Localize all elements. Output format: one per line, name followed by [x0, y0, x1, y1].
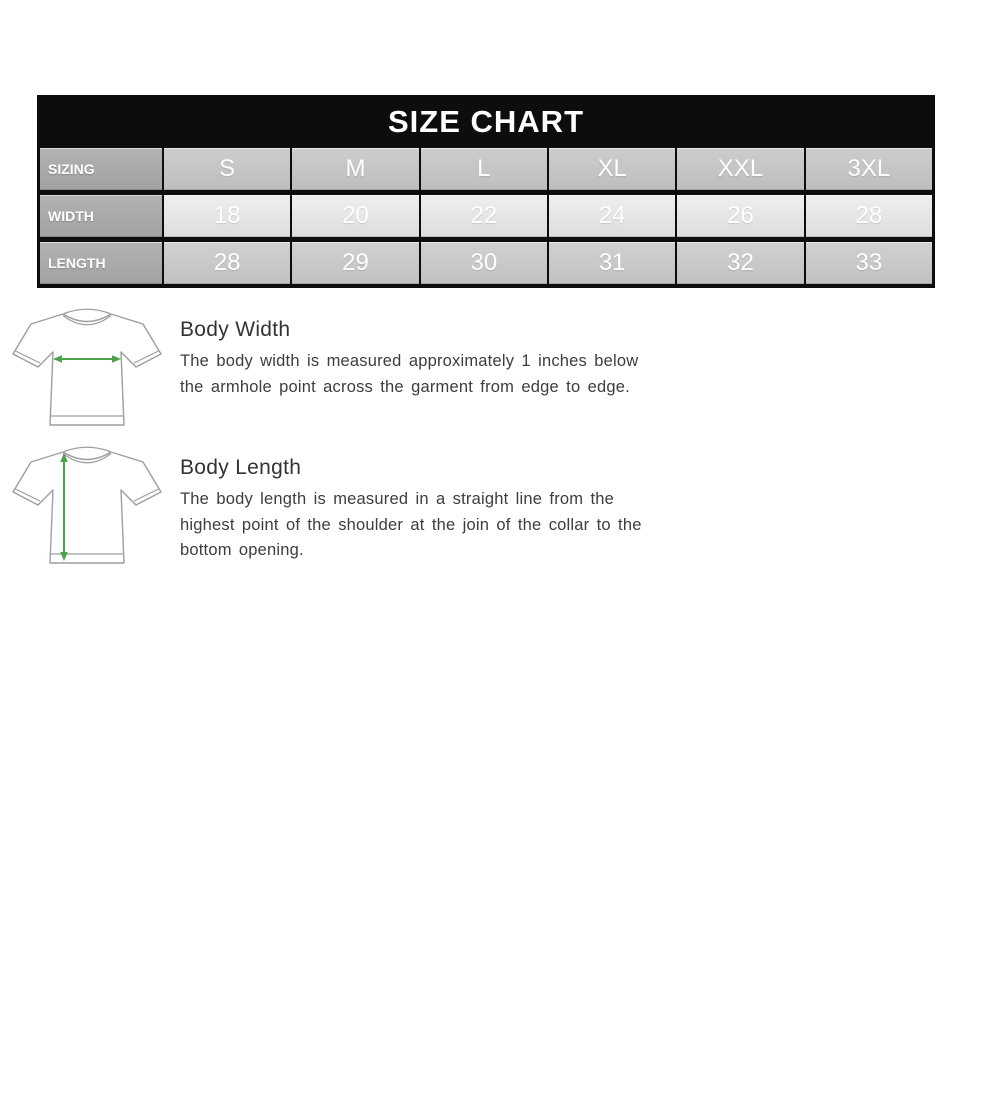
tshirt-body-length-icon — [6, 440, 168, 572]
sizing-cell-m: M — [292, 148, 418, 190]
body-width-text — [180, 318, 642, 400]
body-width-description: The body width is measured approximately 1 inches below the armhole point across the garment from edge to edge. — [180, 352, 639, 396]
length-cell-s: 28 — [164, 242, 290, 284]
body-width-heading: Body Width — [180, 318, 291, 341]
length-cell-m: 29 — [292, 242, 418, 284]
body-width-section — [6, 302, 1000, 434]
length-cell-xl: 31 — [549, 242, 675, 284]
length-cell-l: 30 — [421, 242, 547, 284]
width-cell-xl: 24 — [549, 195, 675, 237]
sizing-cell-xxl: XXL — [677, 148, 803, 190]
row-label-sizing: SIZING — [40, 148, 162, 190]
measurement-guide — [6, 302, 1000, 572]
size-chart-grid — [40, 148, 932, 284]
width-cell-3xl: 28 — [806, 195, 932, 237]
length-cell-xxl: 32 — [677, 242, 803, 284]
width-cell-s: 18 — [164, 195, 290, 237]
width-cell-l: 22 — [421, 195, 547, 237]
sizing-cell-s: S — [164, 148, 290, 190]
size-chart-title: SIZE CHART — [388, 104, 584, 139]
sizing-cell-3xl: 3XL — [806, 148, 932, 190]
width-cell-xxl: 26 — [677, 195, 803, 237]
row-label-width: WIDTH — [40, 195, 162, 237]
body-length-section — [6, 440, 1000, 572]
row-label-length: LENGTH — [40, 242, 162, 284]
body-length-text — [180, 456, 642, 564]
body-length-heading: Body Length — [180, 456, 302, 479]
sizing-cell-l: L — [421, 148, 547, 190]
width-cell-m: 20 — [292, 195, 418, 237]
size-chart-page — [0, 95, 1000, 572]
length-cell-3xl: 33 — [806, 242, 932, 284]
size-chart-table — [37, 95, 935, 288]
tshirt-body-width-icon — [6, 302, 168, 434]
sizing-cell-xl: XL — [549, 148, 675, 190]
body-length-description: The body length is measured in a straight line from the highest point of the shoulder at the join of the collar to the bottom opening. — [180, 490, 642, 559]
